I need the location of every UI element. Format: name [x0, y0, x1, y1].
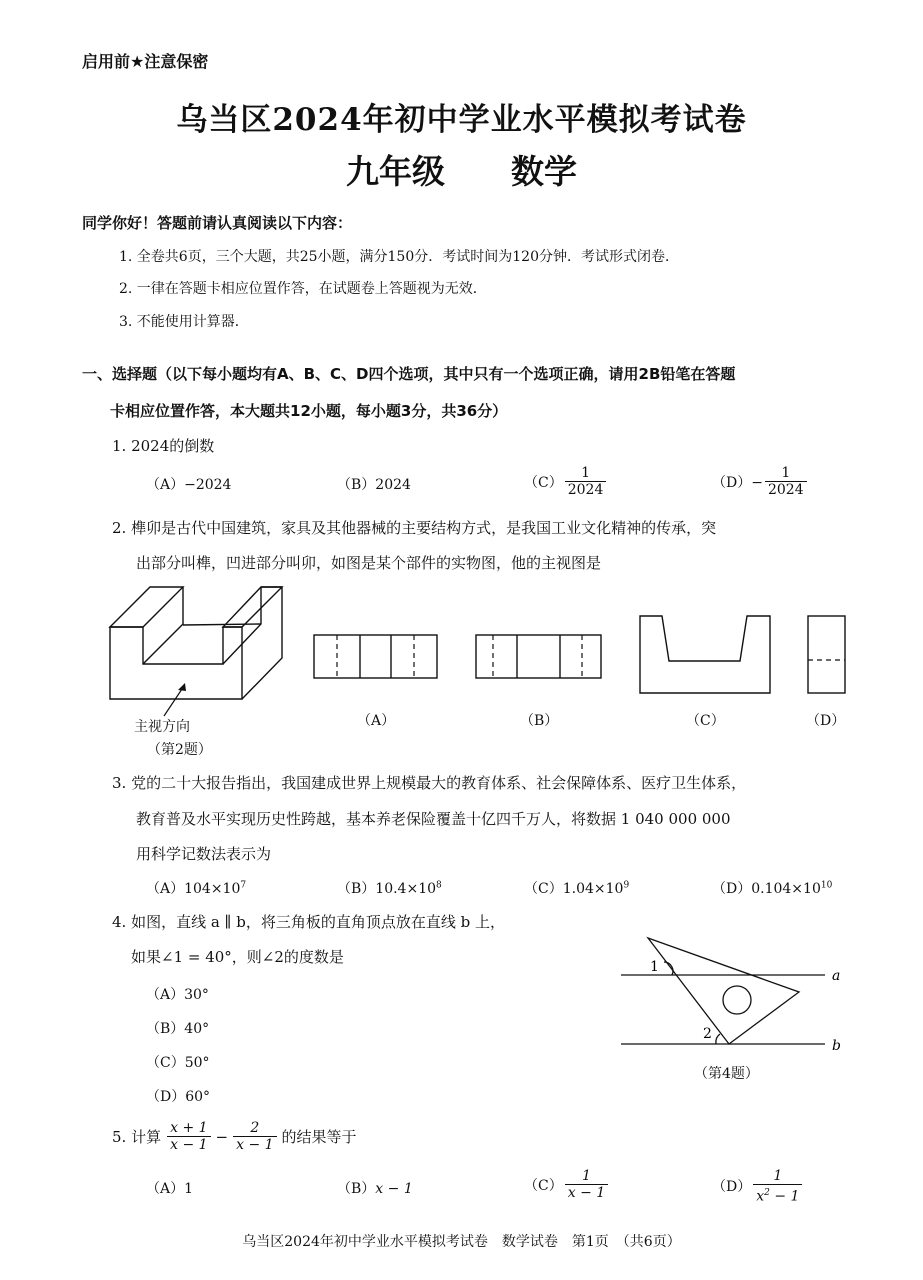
- q1-option-b: （B）2024: [337, 477, 411, 493]
- q5-f2-denominator: x − 1: [233, 1136, 276, 1153]
- q2-option-c-label: （C）: [686, 713, 725, 729]
- q5-d-fraction: [753, 1168, 802, 1205]
- q3-line2: 教育普及水平实现历史性跨越，基本养老保险覆盖十亿四千万人，将数据 1 040 000 000: [136, 810, 731, 828]
- section1-heading-line1: 一、选择题（以下每小题均有A、B、C、D四个选项，其中只有一个选项正确，请用2B铅笔在答题: [82, 365, 736, 383]
- q5-c-fraction: [565, 1168, 608, 1201]
- notice-item-2: 2. 一律在答题卡相应位置作答，在试题卷上答题视为无效．: [119, 281, 487, 297]
- q1-stem: 1. 2024的倒数: [112, 437, 215, 455]
- q4-option-d: （D）60°: [146, 1089, 211, 1105]
- q4-option-a: （A）30°: [146, 987, 209, 1003]
- q3-line1: 3. 党的二十大报告指出，我国建成世界上规模最大的教育体系、社会保障体系、医疗卫生体系，: [112, 774, 747, 792]
- q5-d-numerator: 1: [773, 1168, 783, 1184]
- q3-a-base: （A）104×10: [146, 881, 241, 897]
- q5-d-label: （D）: [712, 1179, 752, 1196]
- q5-stem: [112, 1120, 357, 1153]
- q1-option-a: （A）−2024: [146, 477, 232, 493]
- q1-d-denominator: 2024: [765, 481, 807, 498]
- page-footer: 乌当区2024年初中学业水平模拟考试卷 数学试卷 第1页 （共6页）: [242, 1234, 681, 1250]
- q3-d-base: （D）0.104×10: [712, 881, 821, 897]
- confidential-note: 启用前★注意保密: [82, 52, 209, 71]
- q5-option-c: [524, 1168, 610, 1201]
- q2-figure-caption: （第2题）: [147, 742, 212, 758]
- q5-d-den-base: x: [756, 1188, 765, 1205]
- exam-subtitle: 九年级 数学: [346, 152, 577, 191]
- q3-b-base: （B）10.4×10: [337, 881, 437, 897]
- q5-option-b: [337, 1178, 413, 1198]
- q2-option-b-label: （B）: [520, 713, 559, 729]
- q1-c-denominator: 2024: [565, 481, 607, 498]
- q3-c-base: （C）1.04×10: [524, 881, 624, 897]
- q5-c-label: （C）: [524, 1177, 563, 1194]
- q1-c-numerator: 1: [581, 465, 590, 481]
- q5-suffix: 的结果等于: [281, 1128, 357, 1146]
- q5-f1-numerator: x + 1: [170, 1120, 208, 1136]
- q3-b-exponent: 8: [436, 880, 442, 891]
- q4-figure-caption: （第4题）: [694, 1066, 759, 1082]
- q4-line2: 如果∠1 = 40°，则∠2的度数是: [131, 948, 344, 966]
- q1-option-d-label: （D）−: [712, 474, 763, 491]
- q5-prefix: 5. 计算: [112, 1128, 162, 1146]
- q5-f2-numerator: 2: [250, 1120, 260, 1136]
- q2-option-d-label: （D）: [806, 713, 846, 729]
- q3-d-exponent: 10: [820, 880, 833, 891]
- q4-line1: 4. 如图，直线 a ∥ b，将三角板的直角顶点放在直线 b 上，: [112, 913, 505, 931]
- q5-d-den-exponent: 2: [764, 1188, 770, 1198]
- notice-item-3: 3. 不能使用计算器．: [119, 314, 249, 330]
- notice-heading: 同学你好！答题前请认真阅读以下内容：: [82, 214, 353, 232]
- notice-item-1: 1. 全卷共6页，三个大题，共25小题，满分150分．考试时间为120分钟．考试形式闭卷．: [119, 249, 679, 265]
- q2-option-a-label: （A）: [357, 713, 396, 729]
- q5-b-label: （B）: [337, 1181, 376, 1197]
- q5-f1-denominator: x − 1: [167, 1136, 210, 1153]
- q2-line2: 出部分叫榫，凹进部分叫卯，如图是某个部件的实物图，他的主视图是: [136, 554, 602, 572]
- q5-option-a: （A）1: [146, 1181, 194, 1197]
- q4-option-b: （B）40°: [146, 1021, 210, 1037]
- q5-d-den-rest: − 1: [769, 1188, 800, 1205]
- q4-option-c: （C）50°: [146, 1055, 210, 1071]
- q5-fraction-1: [167, 1120, 210, 1153]
- q4-angle2-label: 2: [703, 1026, 712, 1042]
- q2-line1: 2. 榫卯是古代中国建筑，家具及其他器械的主要结构方式，是我国工业文化精神的传承，突: [112, 519, 717, 537]
- q5-c-denominator: x − 1: [565, 1184, 608, 1201]
- exam-title: 乌当区2024年初中学业水平模拟考试卷: [176, 102, 747, 138]
- q4-angle1-label: 1: [650, 959, 659, 975]
- q4-line-b-label: b: [832, 1038, 841, 1054]
- q3-a-exponent: 7: [240, 880, 247, 891]
- q4-line-a-label: a: [832, 968, 841, 984]
- q5-c-numerator: 1: [581, 1168, 591, 1184]
- q2-direction-label: 主视方向: [134, 719, 190, 735]
- q5-minus: −: [215, 1127, 229, 1146]
- q5-option-d: [712, 1168, 804, 1205]
- q1-d-numerator: 1: [781, 465, 791, 481]
- section1-heading-line2: 卡相应位置作答，本大题共12小题，每小题3分，共36分）: [110, 402, 508, 420]
- q5-d-denominator: [753, 1184, 802, 1205]
- q3-line3: 用科学记数法表示为: [136, 845, 272, 863]
- q5-b-expression: x − 1: [375, 1181, 413, 1197]
- q5-fraction-2: [233, 1120, 276, 1153]
- q1-option-c-label: （C）: [524, 474, 563, 491]
- q3-c-exponent: 9: [623, 880, 630, 891]
